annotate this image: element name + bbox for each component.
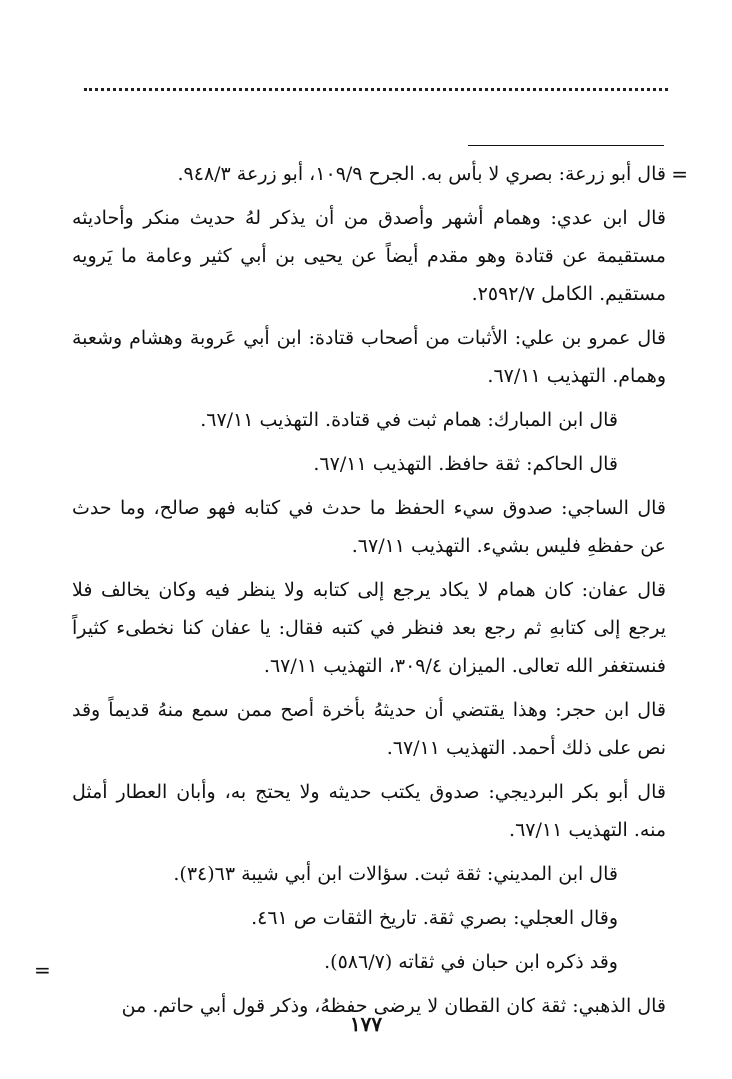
footnote-paragraph-abu-zurah: قال أبو زرعة: بصري لا بأس به. الجرح ١٠٩/٩، أبو زرعة ٩٤٨/٣. (177, 163, 666, 185)
footnote-paragraph-ibn-hajar: قال ابن حجر: وهذا يقتضي أن حديثهُ بأخرة أصح ممن سمع منهُ قديماً وقد نص على ذلك أحمد. التهذيب ٦٧/١١. (72, 699, 666, 759)
page-number: ١٧٧ (349, 1012, 383, 1036)
footnote-paragraph-affan: قال عفان: كان همام لا يكاد يرجع إلى كتابه ولا ينظر فيه وكان يخالف فلا يرجع إلى كتابهِ ثم رجع بعد فنظر في كتبه فقال: يا عفان كنا نخطىء كثيراً فنستغفر الله تعالى. الميزان ٣٠٩/٤، التهذيب ٦٧/١١. (72, 579, 666, 677)
dotted-leader (84, 88, 668, 91)
footnote-paragraph-bardiji: قال أبو بكر البرديجي: صدوق يكتب حديثه ولا يحتج به، وأبان العطار أمثل منه. التهذيب ٦٧/١١. (72, 781, 666, 841)
continuation-mark-bottom: = (34, 958, 51, 982)
footnote-paragraph-ijli: وقال العجلي: بصري ثقة. تاريخ الثقات ص ٤٦١. (251, 907, 618, 929)
footnote-paragraph-dhahabi: قال الذهبي: ثقة كان القطان لا يرضى حفظهُ، وذكر قول أبي حاتم. من (121, 995, 666, 1017)
footnote-separator (468, 145, 664, 146)
footnote-paragraph-amr-bin-ali: قال عمرو بن علي: الأثبات من أصحاب قتادة: ابن أبي عَروبة وهشام وشعبة وهمام. التهذيب ٦٧/١١. (72, 327, 666, 387)
footnote-paragraph-ibn-hibban: وقد ذكره ابن حبان في ثقاته (٥٨٦/٧). (324, 951, 618, 973)
footnote-paragraph-ibn-madini: قال ابن المديني: ثقة ثبت. سؤالات ابن أبي شيبة ٦٣(٣٤). (173, 863, 618, 885)
footnote-paragraph-ibn-adi: قال ابن عدي: وهمام أشهر وأصدق من أن يذكر لهُ حديث منكر وأحاديثه مستقيمة عن قتادة وهو مقدم أيضاً عن يحيى بن أبي كثير وعامة ما يَرويه مستقيم. الكامل ٢٥٩٢/٧. (72, 207, 666, 305)
footnote-paragraph-ibn-mubarak: قال ابن المبارك: همام ثبت في قتادة. التهذيب ٦٧/١١. (200, 409, 618, 431)
footnote-paragraph-hakim: قال الحاكم: ثقة حافظ. التهذيب ٦٧/١١. (313, 453, 618, 475)
continuation-mark-top: = (671, 162, 688, 186)
footnote-paragraph-saji: قال الساجي: صدوق سيء الحفظ ما حدث في كتابه فهو صالح، وما حدث عن حفظهِ فليس بشيء. التهذيب ٦٧/١١. (72, 497, 666, 557)
footnote-body (72, 155, 666, 1031)
